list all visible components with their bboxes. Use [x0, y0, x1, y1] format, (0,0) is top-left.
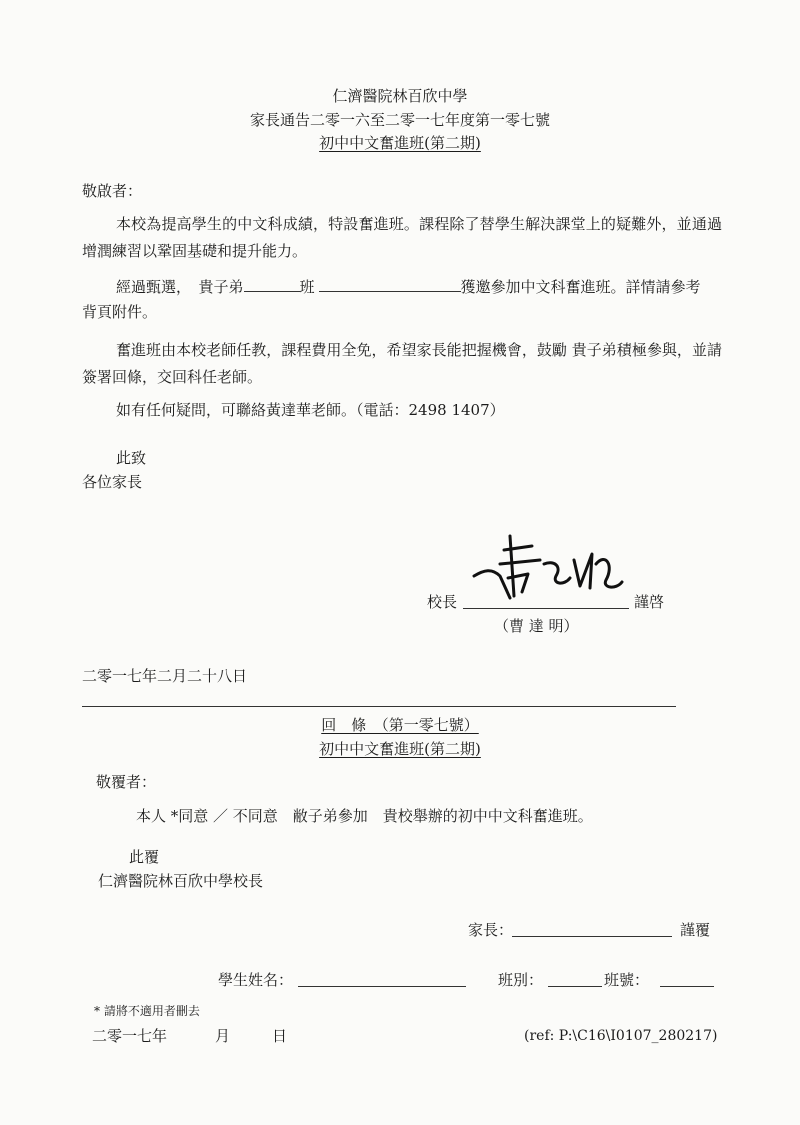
- class-no-field[interactable]: [660, 986, 714, 987]
- notice-date: 二零一七年二月二十八日: [82, 667, 248, 685]
- notice-title-text: 初中中文奮進班(第二期): [319, 134, 481, 152]
- reply-closing: 此覆: [129, 848, 160, 866]
- parent-suffix: 謹覆: [680, 921, 711, 939]
- reply-course-title: [0, 739, 800, 759]
- paragraph-intro: 本校為提高學生的中文科成績，特設奮進班。課程除了替學生解決課堂上的疑難外，並通過增潤練習以鞏固基礎和提升能力。: [82, 215, 722, 260]
- school-name: 仁濟醫院林百欣中學: [332, 87, 468, 105]
- student-name-field[interactable]: [298, 986, 466, 987]
- reply-title: [0, 715, 800, 735]
- parent-signature-field[interactable]: [512, 936, 672, 937]
- selection-prefix: 經過甄選， 貴子弟: [116, 278, 244, 296]
- footnote: * 請將不適用者刪去: [94, 1004, 200, 1018]
- student-name-label: 學生姓名：: [218, 971, 294, 989]
- principal-label: 校長: [427, 593, 458, 611]
- notice-title: [0, 133, 800, 153]
- principal-signature: [470, 530, 630, 610]
- parent-label: 家長：: [468, 921, 514, 939]
- reference-code: (ref: P:\C16\I0107_280217): [524, 1028, 718, 1044]
- selection-continuation: 背頁附件。: [82, 303, 158, 321]
- selection-suffix: 獲邀參加中文科奮進班。詳情請參考: [460, 278, 701, 296]
- selection-line: [116, 275, 701, 297]
- respectfully: 謹啓: [634, 593, 665, 611]
- reply-course-title-text: 初中中文奮進班(第二期): [319, 740, 481, 758]
- name-blank: [319, 275, 461, 292]
- reply-date-year: 二零一七年: [92, 1027, 168, 1045]
- selection-class-label: 班: [299, 278, 315, 296]
- paragraph-teacher: 奮進班由本校老師任教，課程費用全免，希望家長能把握機會，鼓勵 貴子弟積極參與，並請簽署回條，交回科任老師。: [82, 341, 722, 386]
- reply-salutation: 敬覆者：: [96, 773, 157, 791]
- class-no-label: 班號：: [604, 971, 650, 989]
- reply-date-day: 日: [272, 1027, 288, 1045]
- principal-name: （曹 達 明）: [494, 617, 579, 635]
- class-field[interactable]: [548, 986, 602, 987]
- closing: 此致: [116, 449, 147, 467]
- addressee: 各位家長: [82, 473, 143, 491]
- reply-date-month: 月: [215, 1027, 231, 1045]
- reply-addressee: 仁濟醫院林百欣中學校長: [98, 872, 264, 890]
- principal-signature-line: [463, 608, 629, 609]
- class-blank: [244, 275, 300, 292]
- cut-line: [82, 706, 676, 707]
- reply-statement: 本人 *同意 ／ 不同意 敝子弟參加 貴校舉辦的初中中文科奮進班。: [136, 807, 593, 825]
- notice-number: 家長通告二零一六至二零一七年度第一零七號: [249, 111, 550, 129]
- class-label: 班別：: [498, 971, 544, 989]
- reply-title-text: 回 條 （第一零七號）: [321, 716, 479, 734]
- salutation: 敬啟者：: [82, 182, 143, 200]
- paragraph-contact: 如有任何疑問，可聯絡黃達華老師。（電話：2498 1407）: [116, 401, 505, 419]
